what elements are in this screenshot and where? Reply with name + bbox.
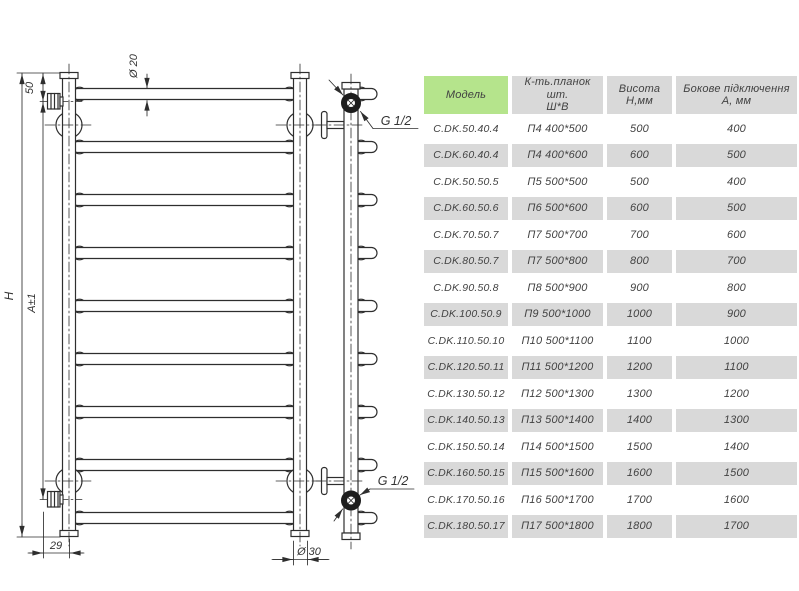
table-cell: 1200 (723, 387, 750, 400)
table-header-row (424, 76, 797, 114)
table-cell: 700 (676, 250, 797, 274)
rung (72, 301, 298, 312)
table-cell: 900 (630, 281, 649, 294)
table-cell: 1600 (607, 462, 672, 486)
label-A1: A±1 (26, 293, 38, 313)
thread-plug-bottom (342, 491, 361, 510)
table-cell: C.DK.110.50.10 (427, 334, 505, 347)
table-cell: 800 (727, 281, 746, 294)
column-header-0: Модель (424, 76, 508, 114)
table-cell: 1000 (607, 303, 672, 327)
dimension-d20 (128, 53, 147, 116)
table-cell: 1300 (676, 409, 797, 433)
table-cell: C.DK.100.50.9 (424, 303, 508, 327)
table-cell: C.DK.60.40.4 (424, 144, 508, 168)
table-cell: C.DK.80.50.7 (424, 250, 508, 274)
table-cell: П7 500*800 (512, 250, 603, 274)
table-cell: C.DK.150.50.14 (427, 440, 505, 453)
label-50: 50 (24, 81, 36, 95)
table-cell: 1300 (626, 387, 653, 400)
table-cell: П16 500*1700 (521, 493, 594, 506)
table-cell: 400 (727, 122, 746, 135)
table-cell: C.DK.50.50.5 (433, 175, 499, 188)
front-rungs (72, 87, 298, 525)
rung (72, 460, 298, 471)
label-d30: Ø 30 (297, 546, 321, 558)
label-g12-bottom: G 1/2 (377, 474, 409, 488)
table-cell: C.DK.120.50.11 (424, 356, 508, 380)
valve-bottom (48, 492, 64, 508)
side-view (316, 74, 418, 549)
thread-plug-top (342, 94, 361, 113)
table-cell: 600 (607, 197, 672, 221)
table-cell: 1400 (607, 409, 672, 433)
table-cell: 1100 (676, 356, 797, 380)
table-cell: П4 400*600 (512, 144, 603, 168)
table-cell: П14 500*1500 (521, 440, 594, 453)
table-cell: 400 (727, 175, 746, 188)
rung (72, 142, 298, 153)
spec-table (424, 76, 797, 538)
table-cell: 500 (630, 122, 649, 135)
table-cell: C.DK.70.50.7 (433, 228, 499, 241)
column-header-1: К-ть.планок шт. Ш*В (512, 76, 603, 114)
table-cell: П12 500*1300 (521, 387, 594, 400)
table-cell: 500 (630, 175, 649, 188)
rung (72, 248, 298, 259)
table-cell: C.DK.50.40.4 (433, 122, 499, 135)
label-29: 29 (49, 540, 63, 552)
table-cell: 1800 (607, 515, 672, 539)
table-body (424, 117, 797, 538)
rung (72, 195, 298, 206)
table-cell: П6 500*600 (512, 197, 603, 221)
table-cell: П8 500*900 (527, 281, 588, 294)
front-view (40, 64, 324, 546)
table-cell: C.DK.60.50.6 (424, 197, 508, 221)
column-header-3: Бокове підключення А, мм (676, 76, 797, 114)
valve-top (48, 94, 64, 110)
table-cell: П9 500*1000 (512, 303, 603, 327)
label-d20: Ø 20 (128, 54, 140, 78)
table-cell: 500 (676, 197, 797, 221)
wall-brackets-side (322, 112, 345, 495)
table-cell: C.DK.140.50.13 (424, 409, 508, 433)
table-cell: 1000 (723, 334, 750, 347)
table-cell: C.DK.130.50.12 (427, 387, 505, 400)
rung (72, 407, 298, 418)
table-cell: C.DK.160.50.15 (424, 462, 508, 486)
table-cell: C.DK.170.50.16 (427, 493, 505, 506)
table-cell: 1700 (626, 493, 653, 506)
label-g12-top: G 1/2 (380, 114, 412, 128)
table-cell: 600 (607, 144, 672, 168)
valve-fittings (48, 94, 64, 508)
table-cell: C.DK.180.50.17 (424, 515, 508, 539)
table-cell: C.DK.90.50.8 (433, 281, 499, 294)
dimension-d30 (272, 541, 329, 565)
table-cell: 1700 (676, 515, 797, 539)
table-cell: П17 500*1800 (512, 515, 603, 539)
table-cell: П11 500*1200 (512, 356, 603, 380)
table-cell: 1500 (626, 440, 653, 453)
table-cell: П5 500*500 (527, 175, 588, 188)
dimension-A (24, 73, 43, 500)
table-cell: 800 (607, 250, 672, 274)
table-cell: 1500 (676, 462, 797, 486)
table-cell: П13 500*1400 (512, 409, 603, 433)
rung (72, 89, 298, 100)
table-cell: П15 500*1600 (512, 462, 603, 486)
table-cell: 1100 (627, 334, 652, 347)
label-H: H (2, 291, 16, 301)
table-cell: 1400 (723, 440, 750, 453)
table-cell: П4 400*500 (527, 122, 588, 135)
rung (72, 513, 298, 524)
table-cell: 1200 (607, 356, 672, 380)
table-cell: 900 (676, 303, 797, 327)
table-cell: 1600 (723, 493, 750, 506)
table-cell: 600 (727, 228, 746, 241)
table-cell: 500 (676, 144, 797, 168)
table-cell: П7 500*700 (527, 228, 588, 241)
rung (72, 354, 298, 365)
column-header-2: Висота Н,мм (607, 76, 672, 114)
table-cell: П10 500*1100 (521, 334, 594, 347)
table-cell: 700 (630, 228, 649, 241)
